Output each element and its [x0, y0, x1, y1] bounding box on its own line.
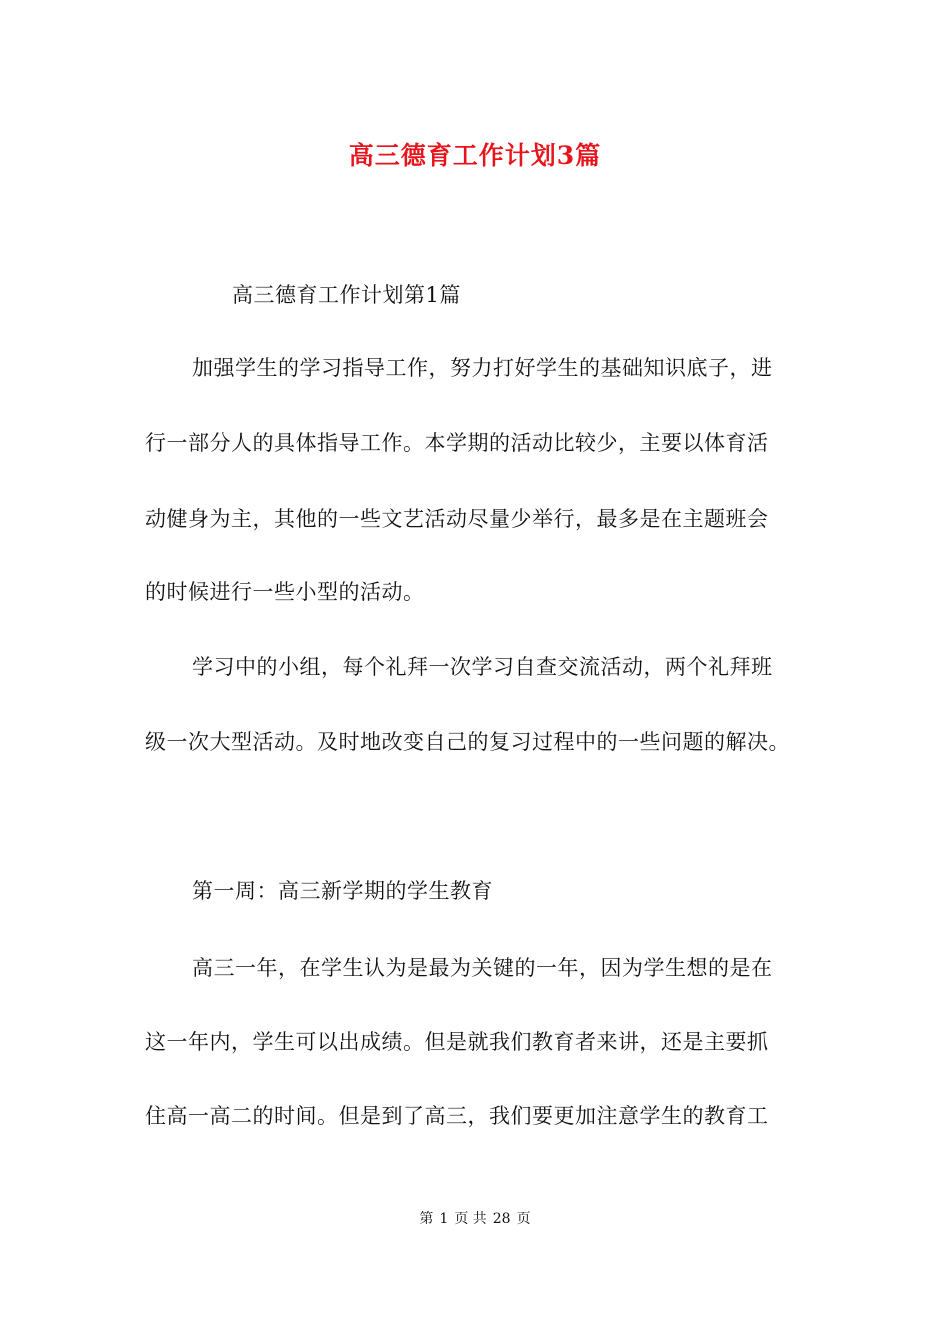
paragraph-line: 行一部分人的具体指导工作。本学期的活动比较少，主要以体育活 — [145, 431, 769, 455]
footer-total-pages: 28 — [492, 1211, 511, 1227]
paragraph-line: 级一次大型活动。及时地改变自己的复习过程中的一些问题的解决。 — [145, 730, 790, 754]
document-title: 高三德育工作计划3篇 — [348, 141, 602, 170]
paragraph-line: 住高一高二的时间。但是到了高三，我们要更加注意学生的教育工 — [145, 1104, 769, 1128]
paragraph-line: 高三一年，在学生认为是最为关键的一年，因为学生想的是在 — [192, 956, 773, 980]
section-heading: 高三德育工作计划第1篇 — [232, 283, 461, 307]
footer-suffix: 页 — [516, 1211, 531, 1227]
page-footer — [0, 1208, 950, 1228]
paragraph-line: 这一年内，学生可以出成绩。但是就我们教育者来讲，还是主要抓 — [145, 1030, 769, 1054]
footer-mid: 页 共 — [454, 1211, 487, 1227]
paragraph-line: 动健身为主，其他的一些文艺活动尽量少举行，最多是在主题班会 — [145, 507, 769, 531]
footer-page-number: 1 — [439, 1211, 449, 1227]
week-heading: 第一周：高三新学期的学生教育 — [192, 879, 493, 903]
paragraph-line: 学习中的小组，每个礼拜一次学习自查交流活动，两个礼拜班 — [192, 655, 773, 679]
paragraph-line: 加强学生的学习指导工作，努力打好学生的基础知识底子，进 — [192, 356, 773, 380]
footer-prefix: 第 — [419, 1211, 434, 1227]
paragraph-line: 的时候进行一些小型的活动。 — [145, 580, 425, 604]
